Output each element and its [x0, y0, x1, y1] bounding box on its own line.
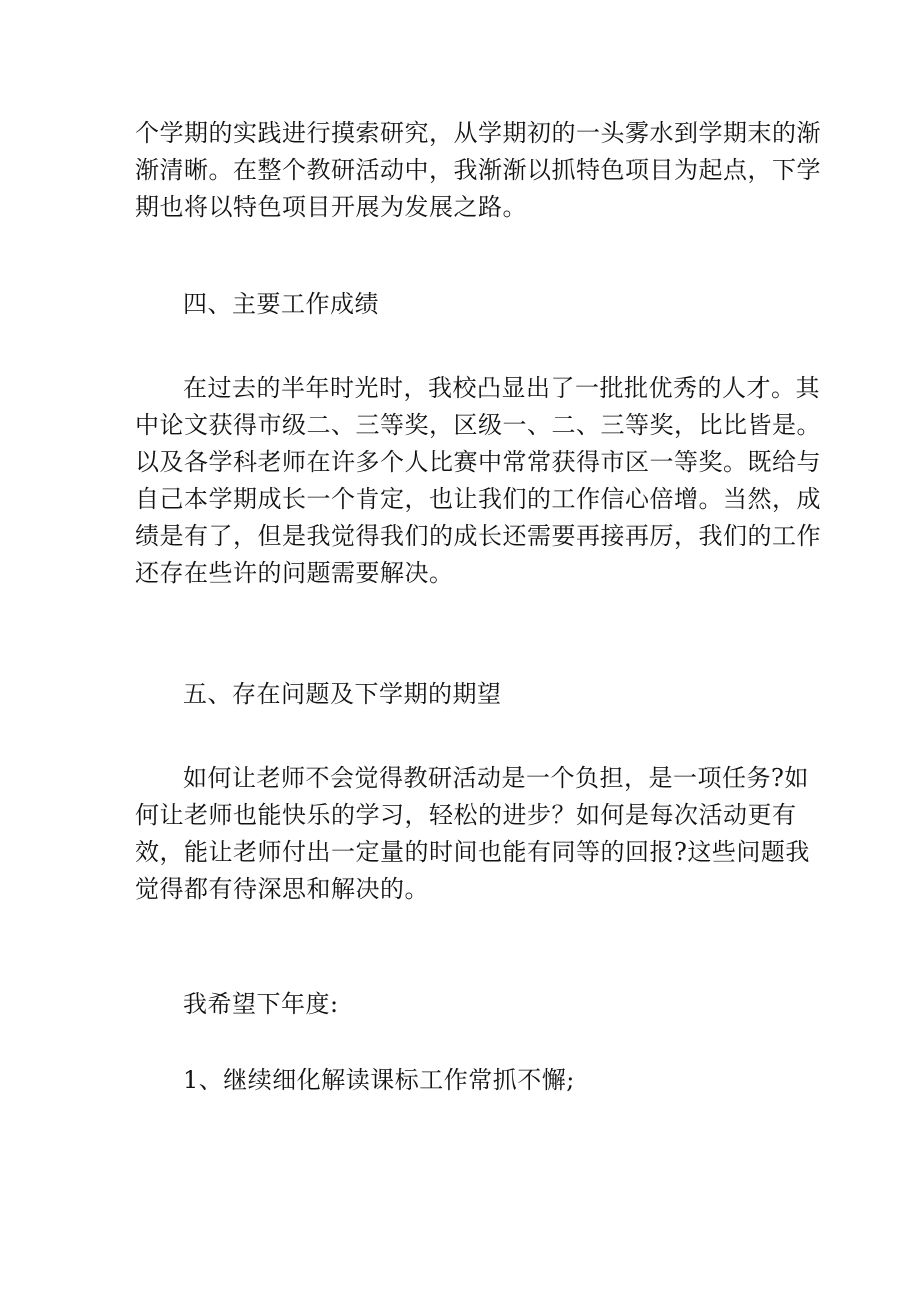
- paragraph-line: 渐清晰。在整个教研活动中，我渐渐以抓特色项目为起点，下学: [135, 156, 821, 184]
- paragraph-line: 何让老师也能快乐的学习，轻松的进步？如何是每次活动更有: [135, 801, 797, 829]
- list-item: 1、继续细化解读课标工作常抓不懈;: [183, 1066, 575, 1094]
- paragraph-line: 还存在些许的问题需要解决。: [135, 559, 454, 587]
- paragraph-problems: [135, 760, 810, 908]
- section-heading-five: 五、存在问题及下学期的期望: [183, 680, 502, 708]
- paragraph-line: 如何让老师不会觉得教研活动是一个负担，是一项任务?如: [183, 764, 809, 792]
- paragraph-line: 以及各学科老师在许多个人比赛中常常获得市区一等奖。既给与: [135, 448, 821, 476]
- paragraph-hope: 我希望下年度:: [183, 990, 339, 1018]
- paragraph-line: 自己本学期成长一个肯定，也让我们的工作信心倍增。当然，成: [135, 485, 821, 513]
- paragraph-continuation: [135, 115, 821, 226]
- paragraph-line: 效，能让老师付出一定量的时间也能有同等的回报?这些问题我: [135, 838, 810, 866]
- section-heading-four: 四、主要工作成绩: [183, 290, 379, 318]
- paragraph-line: 个学期的实践进行摸索研究，从学期初的一头雾水到学期末的渐: [135, 119, 821, 147]
- paragraph-achievements: [135, 370, 821, 592]
- paragraph-line: 中论文获得市级二、三等奖，区级一、二、三等奖，比比皆是。: [135, 411, 821, 439]
- paragraph-line: 期也将以特色项目开展为发展之路。: [135, 193, 527, 221]
- paragraph-line: 觉得都有待深思和解决的。: [135, 875, 429, 903]
- paragraph-line: 在过去的半年时光时，我校凸显出了一批批优秀的人才。其: [183, 374, 820, 402]
- paragraph-line: 绩是有了，但是我觉得我们的成长还需要再接再厉，我们的工作: [135, 522, 821, 550]
